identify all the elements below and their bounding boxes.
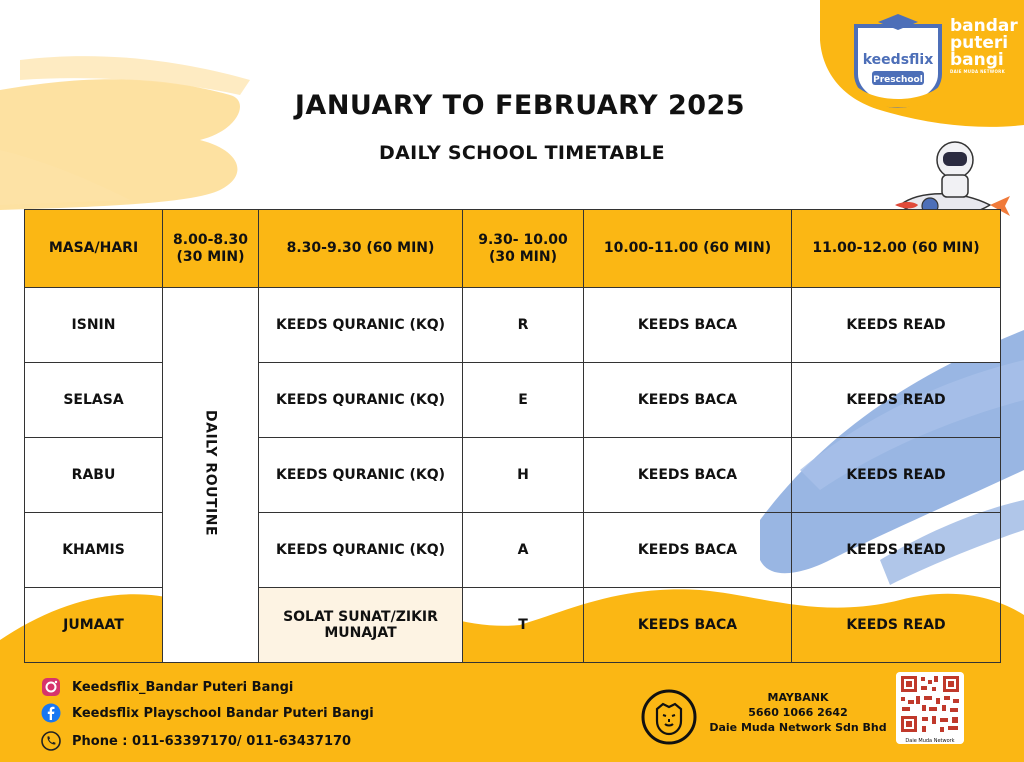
slot-cell: KEEDS BACA	[584, 363, 792, 438]
day-cell: SELASA	[25, 363, 163, 438]
slot-cell: KEEDS QURANIC (KQ)	[259, 288, 463, 363]
table-row	[25, 288, 1001, 363]
instagram-handle: Keedsflix_Bandar Puteri Bangi	[72, 679, 294, 695]
slot-cell: KEEDS BACA	[584, 288, 792, 363]
bank-details	[706, 690, 890, 735]
facebook-contact[interactable]	[40, 702, 374, 724]
brand-line2: puteri	[950, 33, 1009, 53]
slot-cell: E	[463, 363, 584, 438]
page-subtitle: DAILY SCHOOL TIMETABLE	[379, 142, 665, 164]
day-cell: JUMAAT	[25, 588, 163, 663]
brand-line3: bangi	[950, 50, 1004, 70]
qr-code[interactable]	[896, 672, 964, 744]
brand-tagline: DAIE MUDA NETWORK	[950, 69, 1005, 74]
slot-cell: H	[463, 438, 584, 513]
day-cell: RABU	[25, 438, 163, 513]
page-title: JANUARY TO FEBRUARY 2025	[294, 90, 746, 121]
slot-cell: KEEDS READ	[792, 588, 1001, 663]
header-row	[25, 210, 1001, 288]
header-cell: 10.00-11.00 (60 MIN)	[584, 210, 792, 288]
slot-cell: KEEDS READ	[792, 363, 1001, 438]
slot-cell: KEEDS BACA	[584, 588, 792, 663]
bank-holder: Daie Muda Network Sdn Bhd	[709, 721, 887, 734]
slot-cell: SOLAT SUNAT/ZIKIR MUNAJAT	[259, 588, 463, 663]
header-cell: 11.00-12.00 (60 MIN)	[792, 210, 1001, 288]
header-cell: 9.30- 10.00 (30 MIN)	[463, 210, 584, 288]
bank-account: 5660 1066 2642	[748, 706, 848, 719]
timetable	[24, 209, 1001, 663]
brand-text	[950, 18, 1018, 75]
slot-cell: KEEDS READ	[792, 513, 1001, 588]
phone-contact[interactable]	[40, 730, 351, 752]
logo-name: keedsflix	[862, 52, 934, 68]
slot-cell: KEEDS BACA	[584, 513, 792, 588]
qr-caption: Daie Muda Network	[905, 738, 955, 744]
slot-cell: A	[463, 513, 584, 588]
slot-cell: KEEDS QURANIC (KQ)	[259, 513, 463, 588]
instagram-contact[interactable]	[40, 676, 293, 698]
instagram-icon	[40, 676, 62, 698]
slot-cell: KEEDS QURANIC (KQ)	[259, 438, 463, 513]
phone-icon	[40, 730, 62, 752]
facebook-page: Keedsflix Playschool Bandar Puteri Bangi	[72, 705, 374, 721]
slot-cell: KEEDS BACA	[584, 438, 792, 513]
maybank-tiger-icon	[641, 689, 697, 745]
slot-cell: T	[463, 588, 584, 663]
slot-cell: KEEDS QURANIC (KQ)	[259, 363, 463, 438]
header-cell: 8.00-8.30 (30 MIN)	[163, 210, 259, 288]
phone-number: Phone : 011-63397170/ 011-63437170	[72, 733, 352, 749]
day-cell: KHAMIS	[25, 513, 163, 588]
slot-cell: KEEDS READ	[792, 288, 1001, 363]
daily-routine-label: DAILY ROUTINE	[202, 409, 219, 536]
facebook-icon	[40, 702, 62, 724]
brand-line1: bandar	[950, 16, 1018, 36]
slot-cell: R	[463, 288, 584, 363]
bank-name: MAYBANK	[767, 691, 829, 704]
day-cell: ISNIN	[25, 288, 163, 363]
daily-routine-cell	[163, 288, 259, 663]
logo-sub: Preschool	[873, 75, 923, 85]
slot-cell: KEEDS READ	[792, 438, 1001, 513]
header-cell: 8.30-9.30 (60 MIN)	[259, 210, 463, 288]
header-cell: MASA/HARI	[25, 210, 163, 288]
